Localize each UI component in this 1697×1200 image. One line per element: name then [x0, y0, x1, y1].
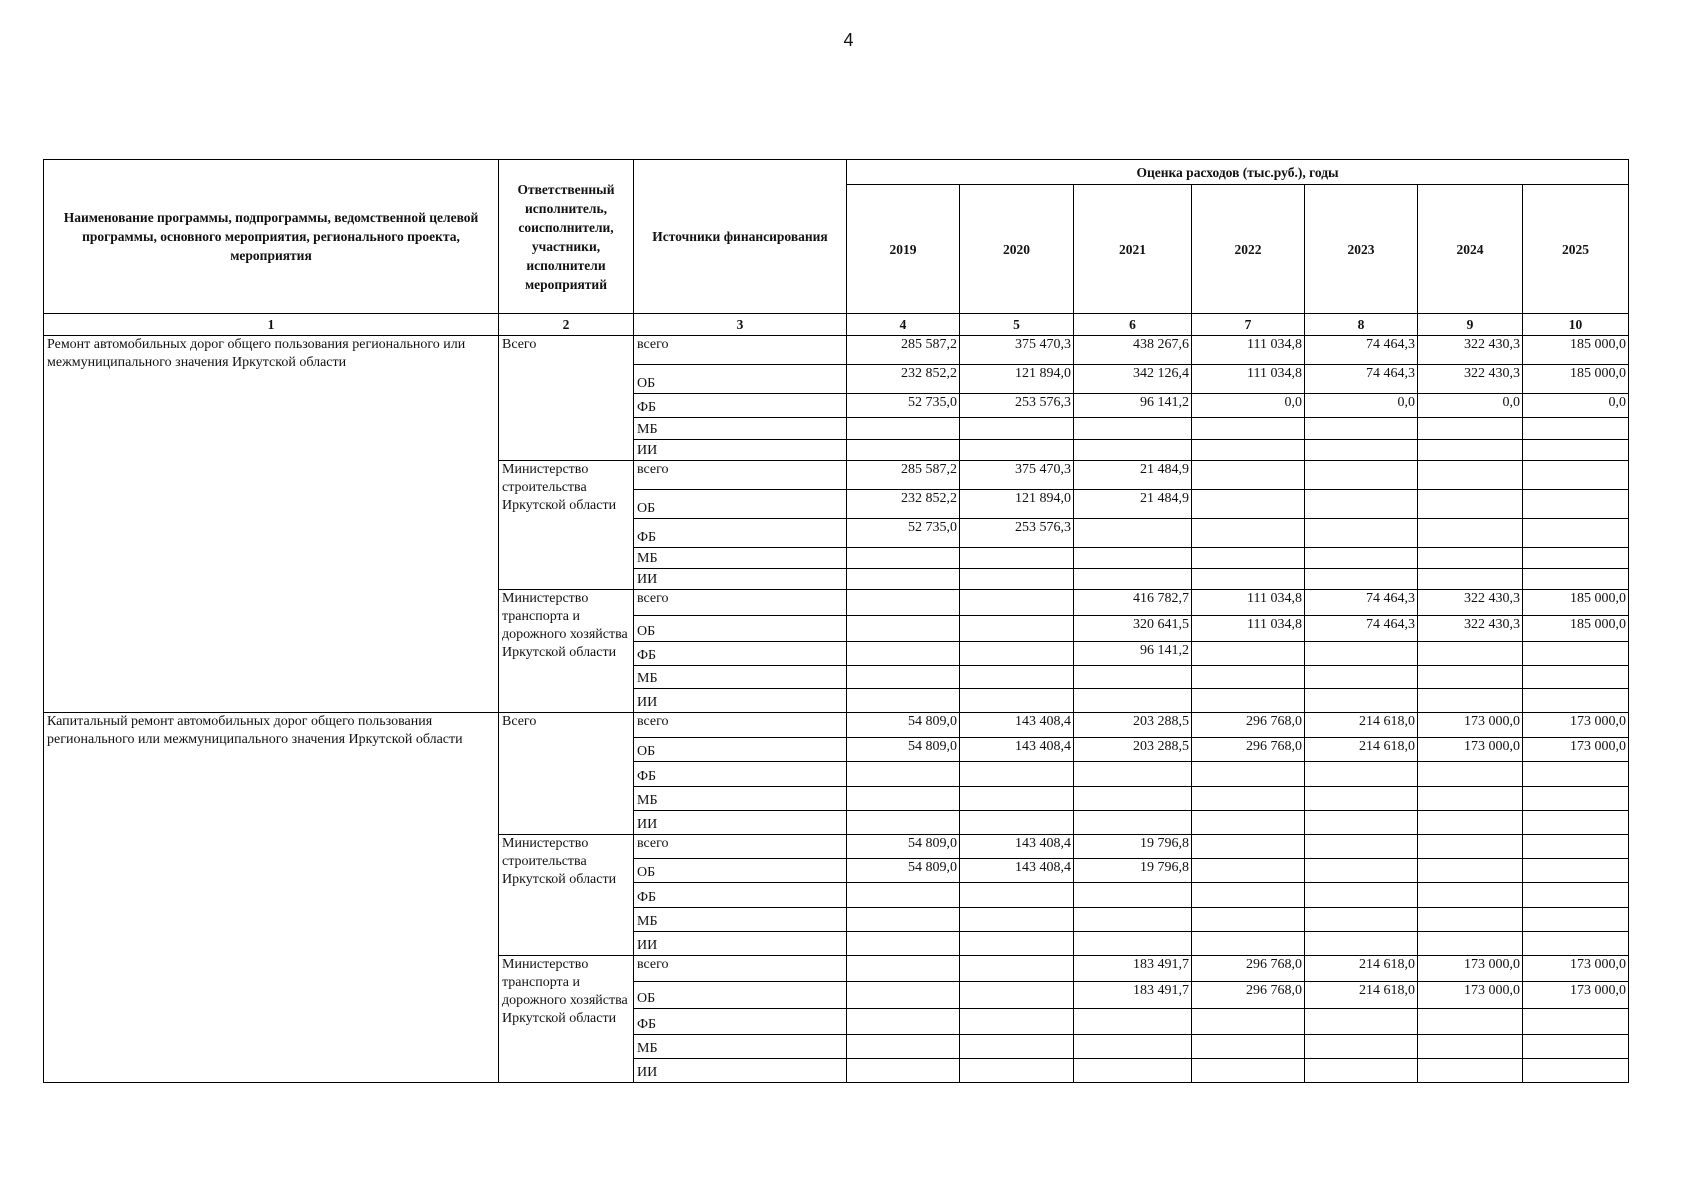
executor-cell: Министерство строительства Иркутской области [499, 835, 634, 956]
value-cell [1192, 666, 1305, 689]
value-cell [1305, 908, 1418, 932]
funding-source-cell: МБ [634, 787, 847, 811]
value-cell [1074, 883, 1192, 908]
value-cell [847, 642, 960, 666]
funding-source-cell: всего [634, 461, 847, 490]
column-index: 2 [499, 314, 634, 336]
funding-source-cell: МБ [634, 548, 847, 569]
value-cell: 342 126,4 [1074, 365, 1192, 394]
table-body [44, 336, 1629, 1083]
executor-cell: Всего [499, 336, 634, 461]
value-cell [1523, 908, 1629, 932]
value-cell [1192, 883, 1305, 908]
value-cell [1074, 932, 1192, 956]
value-cell [1418, 418, 1523, 440]
value-cell: 173 000,0 [1418, 982, 1523, 1009]
value-cell [1305, 811, 1418, 835]
funding-source-cell: ИИ [634, 1059, 847, 1083]
funding-source-cell: ИИ [634, 811, 847, 835]
value-cell: 54 809,0 [847, 738, 960, 762]
value-cell [847, 569, 960, 590]
value-cell [1523, 490, 1629, 519]
funding-source-cell: МБ [634, 908, 847, 932]
expenditure-table [43, 159, 1629, 1083]
value-cell [1418, 548, 1523, 569]
header-year: 2023 [1305, 185, 1418, 314]
value-cell [1074, 548, 1192, 569]
value-cell [1074, 519, 1192, 548]
value-cell [847, 811, 960, 835]
table-row [44, 336, 1629, 365]
value-cell: 19 796,8 [1074, 835, 1192, 859]
value-cell [1418, 787, 1523, 811]
value-cell [1074, 689, 1192, 713]
column-index: 9 [1418, 314, 1523, 336]
value-cell [847, 883, 960, 908]
funding-source-cell: МБ [634, 666, 847, 689]
funding-source-cell: ОБ [634, 616, 847, 642]
value-cell [960, 642, 1074, 666]
value-cell: 173 000,0 [1418, 956, 1523, 982]
value-cell [1192, 418, 1305, 440]
value-cell [847, 982, 960, 1009]
header-cost-estimate: Оценка расходов (тыс.руб.), годы [847, 160, 1629, 185]
value-cell [1523, 1035, 1629, 1059]
funding-source-cell: МБ [634, 1035, 847, 1059]
value-cell [960, 616, 1074, 642]
value-cell [1305, 461, 1418, 490]
value-cell [1074, 440, 1192, 461]
page-number: 4 [843, 30, 854, 50]
funding-source-cell: ОБ [634, 738, 847, 762]
value-cell [1192, 1035, 1305, 1059]
value-cell [1192, 762, 1305, 787]
value-cell: 143 408,4 [960, 738, 1074, 762]
value-cell: 375 470,3 [960, 336, 1074, 365]
value-cell: 111 034,8 [1192, 616, 1305, 642]
value-cell: 19 796,8 [1074, 859, 1192, 883]
value-cell: 203 288,5 [1074, 738, 1192, 762]
value-cell: 253 576,3 [960, 394, 1074, 418]
value-cell: 52 735,0 [847, 519, 960, 548]
header-year: 2021 [1074, 185, 1192, 314]
value-cell: 185 000,0 [1523, 590, 1629, 616]
executor-cell: Министерство строительства Иркутской области [499, 461, 634, 590]
value-cell: 173 000,0 [1523, 956, 1629, 982]
value-cell: 143 408,4 [960, 835, 1074, 859]
value-cell [1305, 762, 1418, 787]
value-cell: 173 000,0 [1418, 713, 1523, 738]
funding-source-cell: ФБ [634, 762, 847, 787]
value-cell: 173 000,0 [1523, 738, 1629, 762]
value-cell: 375 470,3 [960, 461, 1074, 490]
value-cell [1523, 859, 1629, 883]
column-index: 7 [1192, 314, 1305, 336]
value-cell: 143 408,4 [960, 713, 1074, 738]
value-cell [1074, 666, 1192, 689]
header-funding-source: Источники финансирования [634, 160, 847, 314]
value-cell [1418, 835, 1523, 859]
value-cell [1305, 883, 1418, 908]
value-cell [1192, 548, 1305, 569]
value-cell: 74 464,3 [1305, 590, 1418, 616]
value-cell [1523, 762, 1629, 787]
value-cell [1418, 490, 1523, 519]
value-cell: 0,0 [1418, 394, 1523, 418]
value-cell: 173 000,0 [1523, 713, 1629, 738]
value-cell [1523, 1009, 1629, 1035]
value-cell [1418, 1059, 1523, 1083]
column-index: 8 [1305, 314, 1418, 336]
header-year: 2025 [1523, 185, 1629, 314]
value-cell: 296 768,0 [1192, 738, 1305, 762]
value-cell [960, 908, 1074, 932]
value-cell: 96 141,2 [1074, 394, 1192, 418]
value-cell [1523, 787, 1629, 811]
funding-source-cell: ИИ [634, 440, 847, 461]
value-cell [960, 590, 1074, 616]
funding-source-cell: ИИ [634, 932, 847, 956]
funding-source-cell: всего [634, 336, 847, 365]
value-cell [1074, 1059, 1192, 1083]
value-cell [847, 1035, 960, 1059]
funding-source-cell: ИИ [634, 569, 847, 590]
funding-source-cell: ОБ [634, 365, 847, 394]
value-cell [1418, 1035, 1523, 1059]
value-cell [960, 569, 1074, 590]
value-cell [1074, 908, 1192, 932]
value-cell [847, 932, 960, 956]
value-cell: 183 491,7 [1074, 956, 1192, 982]
value-cell [1523, 689, 1629, 713]
funding-source-cell: ФБ [634, 1009, 847, 1035]
value-cell [1418, 932, 1523, 956]
value-cell [1192, 569, 1305, 590]
value-cell [1523, 519, 1629, 548]
value-cell [847, 689, 960, 713]
value-cell [1418, 689, 1523, 713]
value-cell [847, 956, 960, 982]
value-cell [1305, 1059, 1418, 1083]
value-cell: 322 430,3 [1418, 336, 1523, 365]
value-cell: 74 464,3 [1305, 336, 1418, 365]
funding-source-cell: ОБ [634, 490, 847, 519]
value-cell [847, 787, 960, 811]
value-cell [960, 1035, 1074, 1059]
funding-source-cell: ФБ [634, 642, 847, 666]
value-cell: 232 852,2 [847, 365, 960, 394]
value-cell [960, 811, 1074, 835]
value-cell [1523, 461, 1629, 490]
value-cell [1192, 490, 1305, 519]
value-cell [960, 689, 1074, 713]
value-cell: 285 587,2 [847, 461, 960, 490]
value-cell [847, 762, 960, 787]
value-cell: 0,0 [1523, 394, 1629, 418]
value-cell [1418, 569, 1523, 590]
executor-cell: Министерство транспорта и дорожного хозяйства Иркутской области [499, 590, 634, 713]
value-cell [1192, 811, 1305, 835]
value-cell: 121 894,0 [960, 365, 1074, 394]
value-cell: 214 618,0 [1305, 956, 1418, 982]
table-header [44, 160, 1629, 336]
value-cell [1523, 932, 1629, 956]
value-cell: 296 768,0 [1192, 713, 1305, 738]
value-cell [1305, 519, 1418, 548]
value-cell [847, 616, 960, 642]
value-cell: 438 267,6 [1074, 336, 1192, 365]
value-cell: 52 735,0 [847, 394, 960, 418]
value-cell: 121 894,0 [960, 490, 1074, 519]
value-cell [1305, 490, 1418, 519]
value-cell: 185 000,0 [1523, 336, 1629, 365]
value-cell: 185 000,0 [1523, 616, 1629, 642]
value-cell [1418, 1009, 1523, 1035]
value-cell: 21 484,9 [1074, 490, 1192, 519]
value-cell: 0,0 [1192, 394, 1305, 418]
value-cell [1074, 1035, 1192, 1059]
value-cell [847, 908, 960, 932]
value-cell: 214 618,0 [1305, 738, 1418, 762]
value-cell: 54 809,0 [847, 859, 960, 883]
value-cell: 214 618,0 [1305, 713, 1418, 738]
value-cell [1192, 787, 1305, 811]
value-cell [1418, 811, 1523, 835]
value-cell: 416 782,7 [1074, 590, 1192, 616]
value-cell [1305, 1035, 1418, 1059]
value-cell: 111 034,8 [1192, 336, 1305, 365]
value-cell [1418, 762, 1523, 787]
value-cell [1074, 418, 1192, 440]
value-cell [1074, 569, 1192, 590]
funding-source-cell: ФБ [634, 394, 847, 418]
value-cell: 232 852,2 [847, 490, 960, 519]
column-index: 3 [634, 314, 847, 336]
column-index: 10 [1523, 314, 1629, 336]
value-cell: 322 430,3 [1418, 590, 1523, 616]
funding-source-cell: ОБ [634, 859, 847, 883]
funding-source-cell: всего [634, 713, 847, 738]
value-cell [1305, 569, 1418, 590]
program-name-cell: Ремонт автомобильных дорог общего пользования регионального или межмуниципального значения Иркутской области [44, 336, 499, 713]
value-cell [1192, 1059, 1305, 1083]
value-cell [847, 418, 960, 440]
funding-source-cell: ФБ [634, 883, 847, 908]
value-cell [960, 1059, 1074, 1083]
value-cell [1523, 835, 1629, 859]
value-cell [1192, 859, 1305, 883]
value-cell: 173 000,0 [1523, 982, 1629, 1009]
value-cell [960, 418, 1074, 440]
value-cell [1305, 418, 1418, 440]
column-index: 5 [960, 314, 1074, 336]
value-cell: 185 000,0 [1523, 365, 1629, 394]
column-index: 1 [44, 314, 499, 336]
value-cell [1523, 1059, 1629, 1083]
value-cell [1418, 461, 1523, 490]
value-cell [1418, 642, 1523, 666]
value-cell [1192, 1009, 1305, 1035]
value-cell [1192, 908, 1305, 932]
header-executor: Ответственный исполнитель, соисполнители, участники, исполнители мероприятий [499, 160, 634, 314]
header-year: 2024 [1418, 185, 1523, 314]
value-cell [1305, 548, 1418, 569]
value-cell: 74 464,3 [1305, 616, 1418, 642]
value-cell [960, 956, 1074, 982]
value-cell [847, 590, 960, 616]
value-cell [1523, 811, 1629, 835]
value-cell [1523, 642, 1629, 666]
value-cell [1192, 689, 1305, 713]
value-cell [960, 787, 1074, 811]
value-cell: 21 484,9 [1074, 461, 1192, 490]
value-cell [1523, 418, 1629, 440]
value-cell [1305, 642, 1418, 666]
value-cell [960, 982, 1074, 1009]
value-cell [1192, 440, 1305, 461]
value-cell [1305, 859, 1418, 883]
value-cell: 296 768,0 [1192, 982, 1305, 1009]
value-cell: 111 034,8 [1192, 365, 1305, 394]
value-cell: 54 809,0 [847, 713, 960, 738]
funding-source-cell: МБ [634, 418, 847, 440]
value-cell: 320 641,5 [1074, 616, 1192, 642]
value-cell [960, 883, 1074, 908]
value-cell [1305, 666, 1418, 689]
value-cell [1418, 908, 1523, 932]
value-cell: 203 288,5 [1074, 713, 1192, 738]
value-cell [847, 1009, 960, 1035]
value-cell [960, 762, 1074, 787]
value-cell [1074, 811, 1192, 835]
value-cell [1523, 548, 1629, 569]
value-cell [960, 666, 1074, 689]
executor-cell: Всего [499, 713, 634, 835]
header-year: 2020 [960, 185, 1074, 314]
value-cell [1192, 642, 1305, 666]
value-cell [847, 666, 960, 689]
value-cell: 0,0 [1305, 394, 1418, 418]
funding-source-cell: всего [634, 835, 847, 859]
value-cell: 253 576,3 [960, 519, 1074, 548]
header-program-name: Наименование программы, подпрограммы, ведомственной целевой программы, основного мероприятия, регионального проекта, мероприятия [44, 160, 499, 314]
value-cell [1523, 569, 1629, 590]
funding-source-cell: ОБ [634, 982, 847, 1009]
value-cell [1418, 440, 1523, 461]
value-cell [1418, 519, 1523, 548]
value-cell [960, 932, 1074, 956]
funding-source-cell: всего [634, 590, 847, 616]
value-cell [960, 1009, 1074, 1035]
value-cell [1305, 440, 1418, 461]
value-cell: 96 141,2 [1074, 642, 1192, 666]
value-cell: 214 618,0 [1305, 982, 1418, 1009]
value-cell [1192, 519, 1305, 548]
value-cell [960, 548, 1074, 569]
value-cell [847, 548, 960, 569]
value-cell: 322 430,3 [1418, 365, 1523, 394]
header-year: 2022 [1192, 185, 1305, 314]
value-cell [1305, 1009, 1418, 1035]
value-cell [1074, 787, 1192, 811]
value-cell [847, 440, 960, 461]
value-cell [1192, 461, 1305, 490]
value-cell [1305, 932, 1418, 956]
value-cell [1305, 835, 1418, 859]
value-cell [1305, 689, 1418, 713]
executor-cell: Министерство транспорта и дорожного хозяйства Иркутской области [499, 956, 634, 1083]
header-year: 2019 [847, 185, 960, 314]
value-cell [1418, 883, 1523, 908]
column-index: 4 [847, 314, 960, 336]
value-cell: 74 464,3 [1305, 365, 1418, 394]
value-cell [1074, 762, 1192, 787]
funding-source-cell: ФБ [634, 519, 847, 548]
value-cell [1192, 932, 1305, 956]
value-cell [1523, 883, 1629, 908]
value-cell [1074, 1009, 1192, 1035]
value-cell [1523, 440, 1629, 461]
value-cell: 296 768,0 [1192, 956, 1305, 982]
value-cell [1418, 666, 1523, 689]
value-cell: 54 809,0 [847, 835, 960, 859]
table-row [44, 713, 1629, 738]
value-cell [1305, 787, 1418, 811]
value-cell: 173 000,0 [1418, 738, 1523, 762]
column-index: 6 [1074, 314, 1192, 336]
value-cell [847, 1059, 960, 1083]
funding-source-cell: ИИ [634, 689, 847, 713]
funding-source-cell: всего [634, 956, 847, 982]
value-cell [1523, 666, 1629, 689]
value-cell: 322 430,3 [1418, 616, 1523, 642]
value-cell [1192, 835, 1305, 859]
value-cell: 285 587,2 [847, 336, 960, 365]
value-cell: 183 491,7 [1074, 982, 1192, 1009]
value-cell: 111 034,8 [1192, 590, 1305, 616]
program-name-cell: Капитальный ремонт автомобильных дорог общего пользования регионального или межмуниципального значения Иркутской области [44, 713, 499, 1083]
value-cell: 143 408,4 [960, 859, 1074, 883]
value-cell [960, 440, 1074, 461]
value-cell [1418, 859, 1523, 883]
